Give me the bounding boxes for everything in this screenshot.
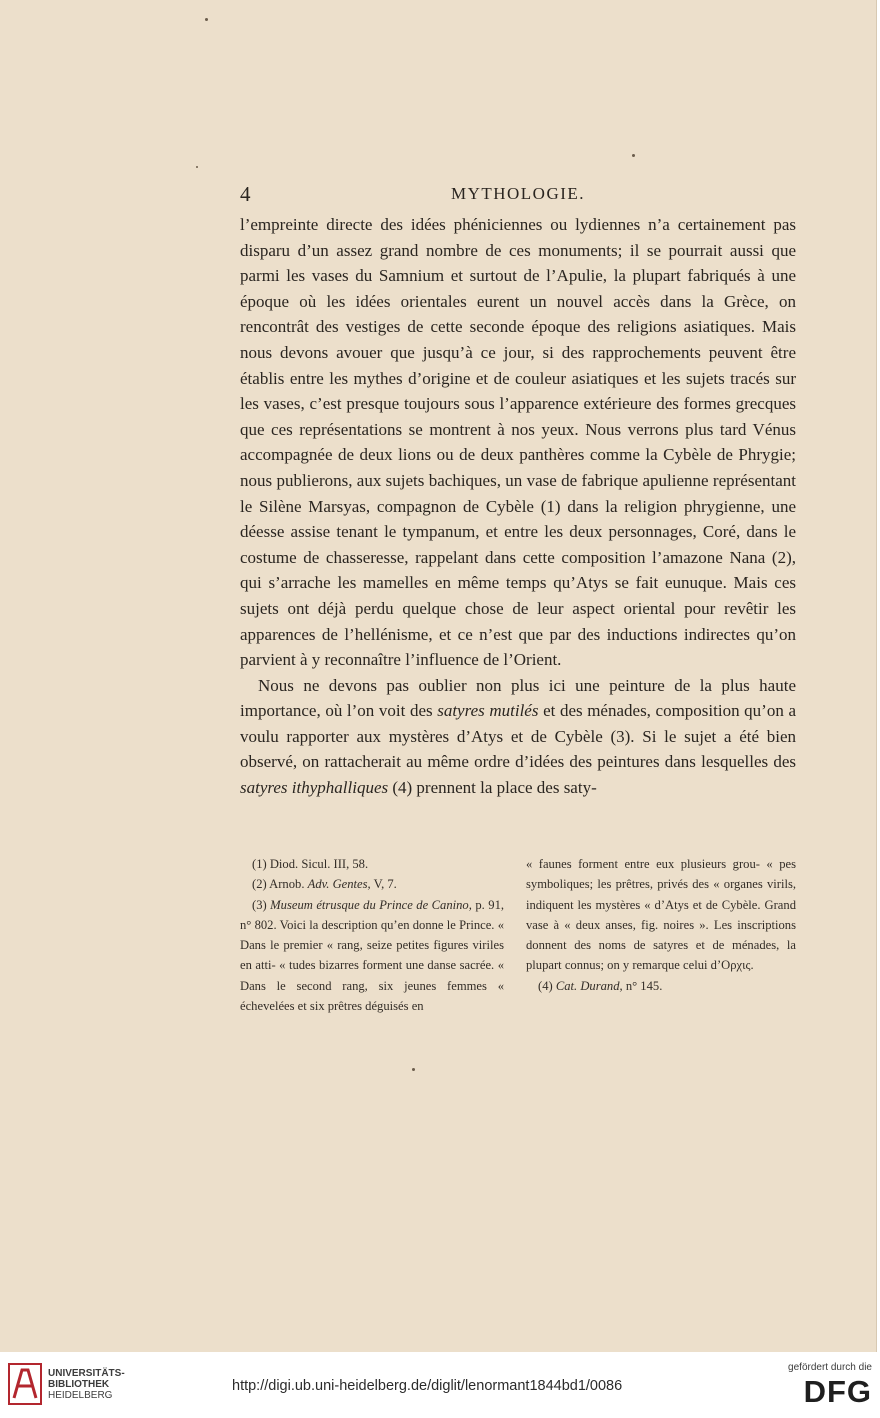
footnote-2-text-b: V, 7. [370,877,397,892]
paragraph-2-text-c: (4) prennent la place des saty- [388,778,597,798]
footnote-4 [526,976,796,996]
library-name [48,1368,125,1401]
running-head [238,182,798,206]
paper-speck [412,1068,415,1071]
main-text [240,212,796,801]
library-name-line-3: HEIDELBERG [48,1390,113,1401]
footnote-4-text-b: n° 145. [622,978,663,993]
paragraph-1 [240,212,796,673]
paper-speck [196,166,198,168]
footnote-3-continued: « faunes forment entre eux plusieurs grou- « pes symboliques; les prêtres, privés des « organes virils, indiquent les mystères « d’Atys et de Cybèle. Grand vase à « deux anses, fig. noires ». Les inscriptions donnent des noms de satyres et de ménades, la plupart connus; on y remarque celui d’Ορχις. [526,857,796,973]
digitization-footer [0,1352,880,1418]
page-title: MYTHOLOGIE. [450,184,586,203]
library-name-line-2: BIBLIOTHEK [48,1379,110,1390]
footnote-4-text-a: (4) [538,978,556,993]
paragraph-2-text-a: Nous ne devons pas oublier non plus ici une peinture de la plus haute importance, où l’on voit des [240,675,796,721]
paper-speck [632,154,635,157]
footnote-2-text-a: (2) Arnob. [252,877,308,892]
footnote-2 [240,874,504,894]
footnote-3-text-b: p. 91, n° 802. Voici la description qu’en donne le Prince. « Dans le premier « rang, seize petites figures viriles en atti- « tudes bizarres forment une danse sacrée. « Dans le second rang, six jeunes femmes « échevelées et six prêtres déguisés en [240,897,505,1014]
funded-by-label: gefördert durch die [788,1362,872,1373]
footnote-4-italic: Cat. Durand, [555,978,623,993]
footnote-2-italic: Adv. Gentes, [307,877,371,892]
paragraph-1-text: l’empreinte directe des idées phéniciennes ou lydiennes n’a certainement pas disparu d’un assez grand nombre de ces monuments; il se pourrait aussi que parmi les vases du Samnium et surtout de l’Apulie, la plupart fabriqués à une époque où les idées orientales eurent un nouvel accès dans la Grèce, on rencontrât des vestiges de cette seconde époque des religions asiatiques. Mais nous devons avouer que jusqu’à ce jour, si des rapprochements peuvent être établis entre les mythes d’origine et de couleur asiatiques et les sujets tracés sur les vases, c’est presque toujours sous l’apparence extérieure des formes grecques que ces représentations se montrent à nos yeux. Nous verrons plus tard Vénus accompagnée de deux lions ou de deux panthères comme la Cybèle de Phrygie; nous publierons, aux sujets bachiques, un vase de fabrique apulienne représentant le Silène Marsyas, compagnon de Cybèle (1) dans la religion phrygienne, une déesse assise tenant le tympanum, et entre les deux personnages, Coré, dans le costume de chasseresse, rappelant dans cette composition l’amazone Nana (2), qui s’arrache les mamelles en même temps qu’Atys se fait eunuque. Mais ces sujets ont déjà perdu quelque chose de leur aspect oriental pour revêtir les apparences de l’hellénisme, et ce n’est que par des inductions indirectes qu’on parvient à y reconnaître l’influence de l’Orient. [240,215,796,670]
italic-satyres-mutiles: satyres mutilés [437,701,539,721]
footnote-3-text-a: (3) [252,897,271,912]
footnote-1: (1) Diod. Sicul. III, 58. [252,857,369,871]
italic-satyres-ithyphalliques: satyres ithyphalliques [240,778,389,798]
permalink-url[interactable]: http://digi.ub.uni-heidelberg.de/diglit/lenormant1844bd1/0086 [232,1378,623,1394]
footnote-3-italic: Museum étrusque du Prince de Canino, [270,897,472,912]
paragraph-2 [240,673,796,801]
funder-block [788,1362,872,1411]
footnote-3 [240,895,504,1017]
paragraph-2-text-b: et des ménades, composition qu’on a voulu rapporter aux mystères d’Atys et de Cybèle (3). Si le sujet a été bien observé, on rattacherait au même ordre d’idées des peintures dans lesquelles des [240,701,796,772]
footnotes-right-column [526,854,796,996]
dfg-logo: DFG [803,1374,872,1409]
footnotes-left-column [240,854,504,1016]
paper-speck [205,18,208,21]
page-number: 4 [240,182,251,206]
university-logo-icon [8,1362,42,1406]
library-name-line-1: UNIVERSITÄTS- [48,1368,125,1379]
